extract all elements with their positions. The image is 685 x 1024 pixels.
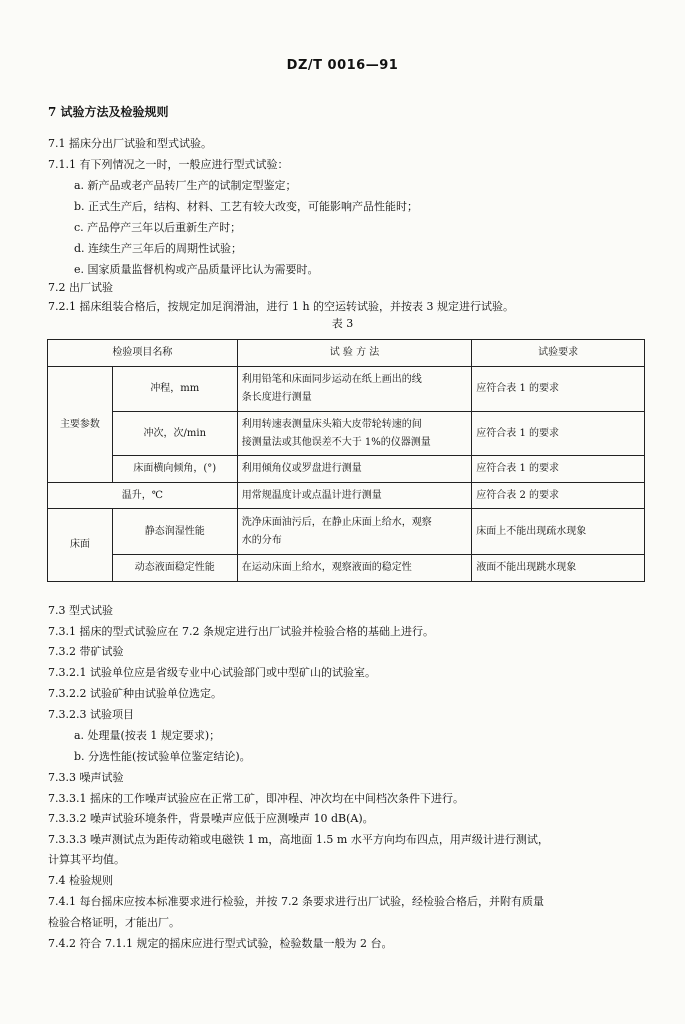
- table-row: [48, 483, 645, 509]
- row-item: 温升，℃: [48, 483, 238, 509]
- row-requirement: 应符合表 1 的要求: [472, 367, 645, 412]
- standard-code-header: DZ/T 0016—91: [286, 58, 399, 73]
- clause-7-3-3-3-cont: 计算其平均值。: [48, 853, 125, 866]
- row-requirement: 床面上不能出现疏水现象: [472, 509, 645, 555]
- group-main-params: 主要参数: [48, 367, 113, 483]
- row-method: 利用转速表测量床头箱大皮带轮转速的间 接测量法或其他误差不大于 1%的仪器测量: [237, 412, 472, 456]
- clause-7-3: 7.3 型式试验: [48, 604, 113, 617]
- header-requirement: 试验要求: [472, 340, 645, 367]
- table-header-row: [48, 340, 645, 367]
- row-method: 用常规温度计或点温计进行测量: [237, 483, 472, 509]
- table-3: [47, 339, 645, 582]
- clause-7-2-1: 7.2.1 摇床组装合格后，按规定加足润滑油，进行 1 h 的空运转试验，并按表 3 规定进行试验。: [48, 300, 515, 313]
- row-requirement: 应符合表 1 的要求: [472, 412, 645, 456]
- clause-7-3-2-2: 7.3.2.2 试验矿种由试验单位选定。: [48, 687, 222, 700]
- clause-7-3-2-3: 7.3.2.3 试验项目: [48, 708, 134, 721]
- row-method: 利用倾角仪或罗盘进行测量: [237, 456, 472, 483]
- list-item: b. 正式生产后，结构、材料、工艺有较大改变，可能影响产品性能时；: [74, 200, 419, 213]
- row-requirement: 液面不能出现跳水现象: [472, 555, 645, 582]
- row-requirement: 应符合表 2 的要求: [472, 483, 645, 509]
- list-item: a. 处理量(按表 1 规定要求)；: [74, 729, 221, 742]
- clause-7-3-1: 7.3.1 摇床的型式试验应在 7.2 条规定进行出厂试验并检验合格的基础上进行。: [48, 625, 434, 638]
- section-7-title: 7 试验方法及检验规则: [48, 105, 169, 119]
- list-item: b. 分选性能(按试验单位鉴定结论)。: [74, 750, 251, 763]
- clause-7-4-1-cont: 检验合格证明，才能出厂。: [48, 916, 180, 929]
- clause-7-4-2: 7.4.2 符合 7.1.1 规定的摇床应进行型式试验，检验数量一般为 2 台。: [48, 937, 393, 950]
- row-item: 静态润湿性能: [112, 509, 237, 555]
- table-row: [48, 367, 645, 412]
- clause-7-1: 7.1 摇床分出厂试验和型式试验。: [48, 137, 212, 150]
- list-item: c. 产品停产三年以后重新生产时；: [74, 221, 242, 234]
- clause-7-3-3-3: 7.3.3.3 噪声测试点为距传动箱或电磁铁 1 m，高地面 1.5 m 水平方向均布四点，用声级计进行测试，: [48, 833, 549, 846]
- header-method: 试 验 方 法: [237, 340, 472, 367]
- clause-7-3-3: 7.3.3 噪声试验: [48, 771, 124, 784]
- clause-7-3-2-1: 7.3.2.1 试验单位应是省级专业中心试验部门或中型矿山的试验室。: [48, 666, 376, 679]
- list-item: e. 国家质量监督机构或产品质量评比认为需要时。: [74, 263, 319, 276]
- row-method: 在运动床面上给水，观察液面的稳定性: [237, 555, 472, 582]
- row-method: 利用铅笔和床面同步运动在纸上画出的线 条长度进行测量: [237, 367, 472, 412]
- clause-7-4: 7.4 检验规则: [48, 874, 113, 887]
- clause-7-3-3-1: 7.3.3.1 摇床的工作噪声试验应在正常工矿，即冲程、冲次均在中间档次条件下进行。: [48, 792, 464, 805]
- row-method: 洗净床面油污后，在静止床面上给水，观察 水的分布: [237, 509, 472, 555]
- table-row: [48, 509, 645, 555]
- table-row: [48, 456, 645, 483]
- row-item: 动态液面稳定性能: [112, 555, 237, 582]
- clause-7-4-1: 7.4.1 每台摇床应按本标准要求进行检验，并按 7.2 条要求进行出厂试验，经检验合格后，并附有质量: [48, 895, 544, 908]
- clause-7-3-3-2: 7.3.3.2 噪声试验环境条件，背景噪声应低于应测噪声 10 dB(A)。: [48, 812, 374, 825]
- row-item: 冲次，次/min: [112, 412, 237, 456]
- row-item: 床面横向倾角，(°): [112, 456, 237, 483]
- row-item: 冲程，mm: [112, 367, 237, 412]
- table-caption: 表 3: [331, 317, 354, 330]
- table-row: [48, 412, 645, 456]
- clause-7-2: 7.2 出厂试验: [48, 281, 113, 294]
- list-item: a. 新产品或老产品转厂生产的试制定型鉴定；: [74, 179, 297, 192]
- clause-7-1-1: 7.1.1 有下列情况之一时，一般应进行型式试验：: [48, 158, 289, 171]
- list-item: d. 连续生产三年后的周期性试验；: [74, 242, 243, 255]
- table-row: [48, 555, 645, 582]
- group-bed: 床面: [48, 509, 113, 582]
- header-item: 检验项目名称: [48, 340, 238, 367]
- row-requirement: 应符合表 1 的要求: [472, 456, 645, 483]
- clause-7-3-2: 7.3.2 带矿试验: [48, 645, 124, 658]
